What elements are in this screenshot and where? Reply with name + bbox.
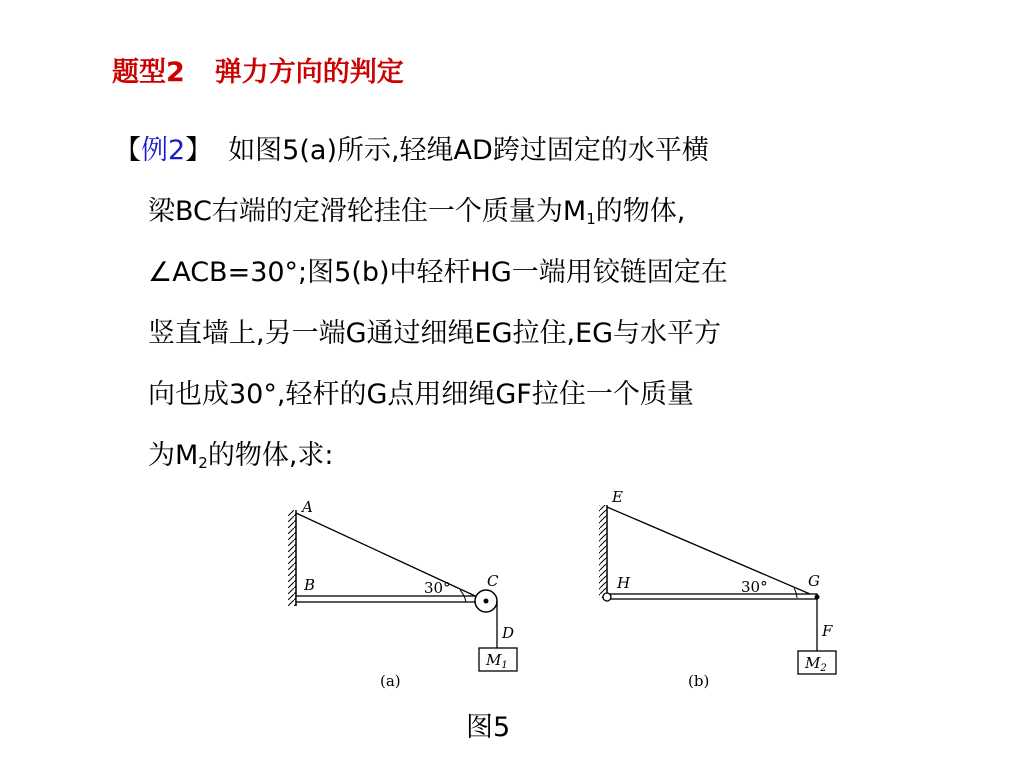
label-f: F: [822, 622, 833, 640]
example-bracket-close: 】: [185, 135, 213, 166]
figure-b: [599, 488, 836, 690]
label-a: A: [302, 498, 313, 516]
example-label: 例2: [141, 135, 186, 166]
figure-caption: 图5: [466, 712, 511, 743]
rope-ac: [296, 513, 486, 601]
mass-label-1-m: M: [486, 651, 502, 669]
problem-text-line-2b: 的物体,: [595, 196, 686, 227]
rod-hg: [607, 594, 817, 599]
beam-bc: [296, 596, 482, 602]
section-title-text: 弹力方向的判定: [214, 57, 404, 88]
label-h: H: [617, 574, 631, 592]
wall-a-hatch: [288, 510, 296, 606]
label-b: B: [304, 576, 316, 594]
caption-b: (b): [688, 672, 710, 690]
mass-subscript-1: 1: [586, 210, 596, 228]
label-c: C: [487, 572, 499, 590]
problem-text-line-1: 如图5(a)所示,轻绳AD跨过固定的水平横: [228, 135, 709, 166]
pulley-axle: [484, 599, 489, 604]
problem-text-line-6b: 的物体,求:: [207, 440, 334, 471]
caption-a: (a): [380, 672, 401, 690]
problem-text-line-6a: 为M: [148, 440, 199, 471]
label-g: G: [808, 572, 820, 590]
section-title-prefix: 题型2: [112, 57, 185, 88]
example-bracket-open: 【: [114, 135, 141, 166]
problem-text-line-5: 向也成30°,轻杆的G点用细绳GF拉住一个质量: [148, 379, 694, 410]
problem-text-line-4: 竖直墙上,另一端G通过细绳EG拉住,EG与水平方: [148, 318, 722, 349]
mass-subscript-2: 2: [198, 454, 208, 472]
label-d: D: [502, 624, 515, 642]
mass-label-2-m: M: [805, 654, 821, 672]
problem-text-line-3: ∠ACB=30°;图5(b)中轻杆HG一端用铰链固定在: [148, 257, 728, 288]
mass-label-2-sub: 2: [820, 663, 827, 674]
wall-b-hatch: [599, 505, 607, 598]
angle-label-a: 30°: [424, 579, 451, 597]
label-e: E: [612, 488, 623, 506]
angle-label-b: 30°: [741, 578, 768, 596]
figure-a: [288, 498, 517, 690]
mass-label-1-sub: 1: [501, 660, 508, 671]
rope-eg: [607, 507, 817, 597]
problem-text-line-2a: 梁BC右端的定滑轮挂住一个质量为M: [148, 196, 587, 227]
hinge-icon: [603, 593, 611, 601]
